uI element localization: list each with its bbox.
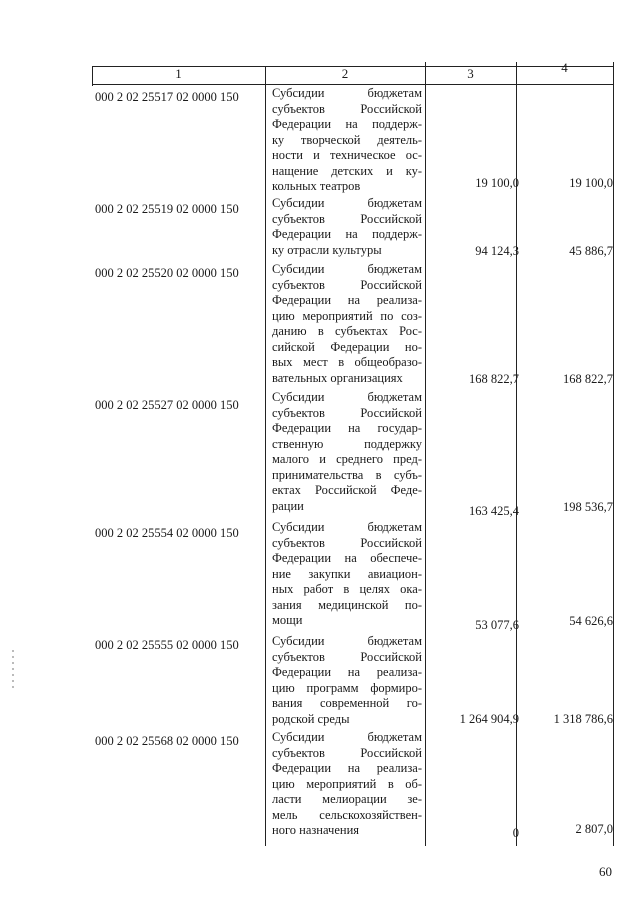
desc-line: малого и среднего пред- [272,452,422,466]
desc-line: Субсидии бюджетам [272,390,422,404]
desc-line: Субсидии бюджетам [272,634,422,648]
header-bottom-rule [92,84,614,85]
desc-line: сийской Федерации но- [272,339,422,354]
desc-line: кольных театров [272,179,361,193]
row-value-col4: 1 318 786,6 [553,712,613,726]
row-value-col3: 1 264 904,9 [459,712,519,726]
desc-line: родской среды [272,711,350,726]
row-value-col4: 168 822,7 [563,372,613,386]
desc-line: субъектов Российской [272,211,422,226]
desc-line: Федерации на государ- [272,421,422,435]
desc-line: субъектов Российской [272,405,422,420]
row-code: 000 2 02 25520 02 0000 150 [95,266,239,280]
desc-line: Субсидии бюджетам [272,196,422,210]
row-code: 000 2 02 25527 02 0000 150 [95,398,239,412]
desc-line: Субсидии бюджетам [272,262,422,276]
row-code: 000 2 02 25554 02 0000 150 [95,526,239,540]
desc-line: Субсидии бюджетам [272,86,422,100]
desc-line: ности и техническое ос- [272,148,422,162]
desc-line: данию в субъектах Рос- [272,324,422,338]
row-value-col3: 0 [512,826,519,840]
desc-line: принимательства в субъ- [272,467,422,482]
row-value-col3: 163 425,4 [469,504,519,518]
row-value-col3: 168 822,7 [469,372,519,386]
desc-line: зания медицинской по- [272,597,422,612]
row-code: 000 2 02 25568 02 0000 150 [95,734,239,748]
desc-line: Федерации на обеспече- [272,551,422,565]
desc-line: мель сельскохозяйствен- [272,807,422,822]
col-line-1-2 [265,66,266,846]
desc-line: вых мест в общеобразо- [272,355,422,369]
row-value-col4: 19 100,0 [569,176,613,190]
header-col-3: 3 [467,66,474,81]
desc-line: Федерации на поддерж- [272,117,422,131]
desc-line: субъектов Российской [272,649,422,664]
desc-line: вания современной го- [272,696,422,710]
header-col-4: 4 [561,60,568,75]
row-description [272,634,422,727]
desc-line: ние закупки авиацион- [272,566,422,581]
desc-line: субъектов Российской [272,277,422,292]
desc-line: субъектов Российской [272,101,422,116]
header-col-2: 2 [341,66,349,81]
desc-line: ку отрасли культуры [272,242,382,257]
row-code: 000 2 02 25517 02 0000 150 [95,90,239,104]
row-value-col4: 198 536,7 [563,500,613,514]
row-description [272,390,422,514]
desc-line: ного назначения [272,823,360,837]
desc-line: вательных организациях [272,370,403,385]
row-value-col3: 94 124,3 [475,244,519,258]
row-value-col4: 54 626,6 [569,614,613,628]
header-col-1: 1 [175,66,182,81]
page-number: 60 [599,864,612,879]
desc-line: мощи [272,613,303,627]
row-value-col3: 53 077,6 [475,618,519,632]
desc-line: ку творческой деятель- [272,132,422,147]
desc-line: цию мероприятий в об- [272,776,422,791]
desc-line: нащение детских и ку- [272,163,422,178]
desc-line: Федерации на поддерж- [272,227,422,241]
desc-line: Федерации на реализа- [272,665,422,679]
desc-line: Субсидии бюджетам [272,730,422,744]
row-description [272,520,422,629]
row-value-col4: 45 886,7 [569,244,613,258]
desc-line: субъектов Российской [272,745,422,760]
row-description [272,86,422,195]
desc-line: ектах Российской Феде- [272,483,422,497]
desc-line: Субсидии бюджетам [272,520,422,534]
desc-line: ласти мелиорации зе- [272,792,422,806]
row-description [272,196,422,258]
desc-line: ственную поддержку [272,436,422,451]
row-value-col4: 2 807,0 [575,822,613,836]
col-line-right [613,62,614,846]
desc-line: цию программ формиро- [272,680,422,695]
desc-line: рации [272,498,304,513]
row-code: 000 2 02 25519 02 0000 150 [95,202,239,216]
desc-line: Федерации на реализа- [272,761,422,775]
row-code: 000 2 02 25555 02 0000 150 [95,638,239,652]
desc-line: цию мероприятий по соз- [272,308,422,323]
row-description [272,262,422,386]
row-value-col3: 19 100,0 [475,176,519,190]
desc-line: Федерации на реализа- [272,293,422,307]
desc-line: ных работ в целях ока- [272,582,422,596]
scan-artifact [12,650,14,690]
row-description [272,730,422,839]
desc-line: субъектов Российской [272,535,422,550]
